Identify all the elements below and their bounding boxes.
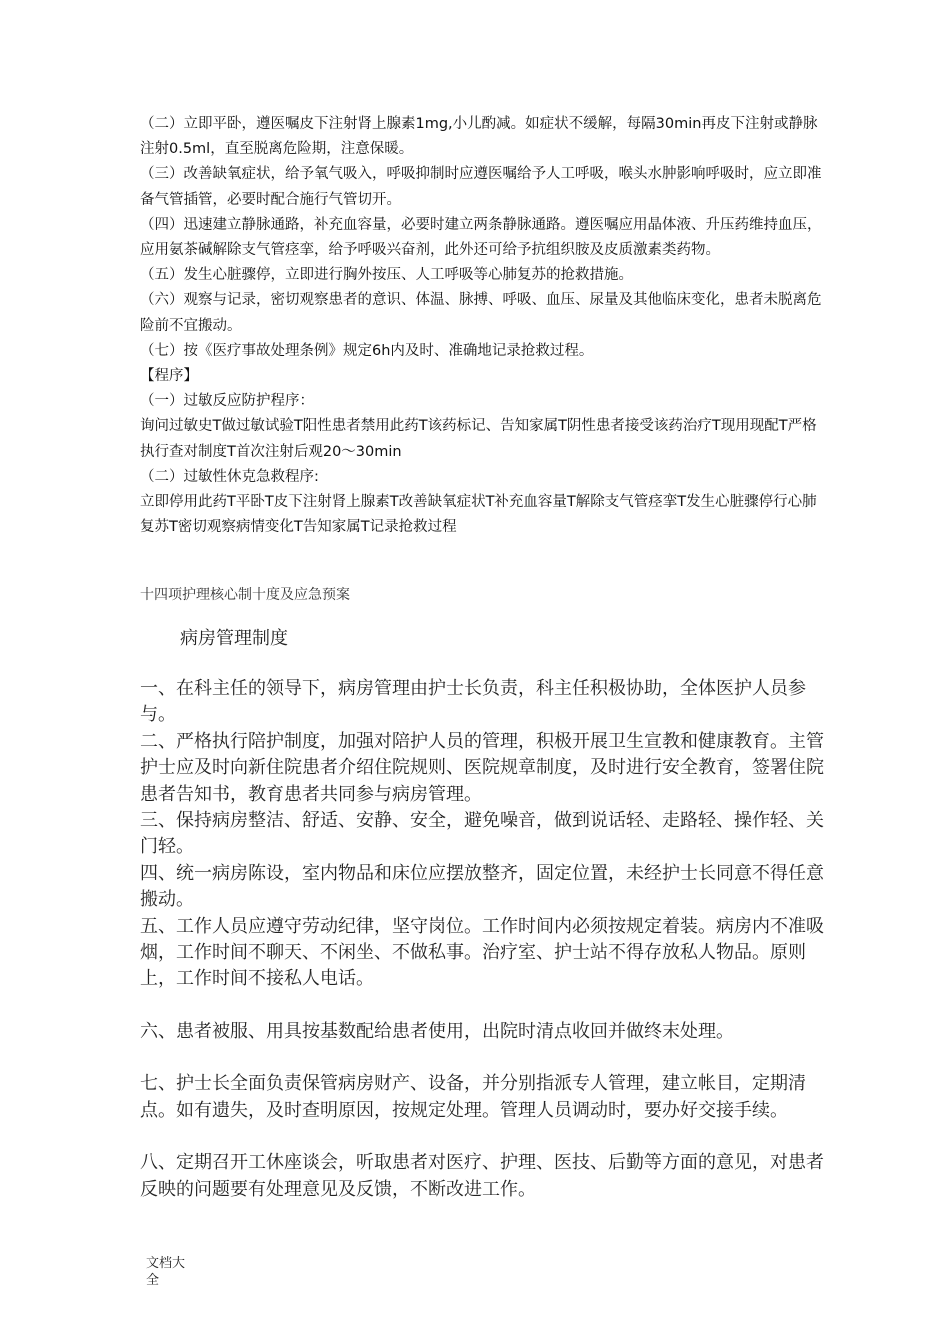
paragraph-step-5: （五）发生心脏骤停，立即进行胸外按压、人工呼吸等心肺复苏的抢救措施。 <box>140 267 633 284</box>
paragraph-step-4: （四）迅速建立静脉通路，补充血容量，必要时建立两条静脉通路。遵医嘱应用晶体液、升压药维持血压，应用氨茶碱解除支气管痉挛，给予呼吸兴奋剂，此外还可给予抗组织胺及皮质激素类药物。 <box>140 216 822 259</box>
rule-1: 一、在科主任的领导下，病房管理由护士长负责，科主任积极协助，全体医护人员参与。 <box>140 678 806 726</box>
footer-label: 文档大全 <box>146 1256 186 1288</box>
procedure-2-heading: （二）过敏性休克急救程序: <box>140 468 319 485</box>
ward-management-rules <box>140 676 830 1203</box>
paragraph-step-3: （三）改善缺氧症状，给予氧气吸入，呼吸抑制时应遵医嘱给予人工呼吸，喉头水肿影响呼吸时，应立即准备气管插管，必要时配合施行气管切开。 <box>140 166 822 208</box>
document-title: 十四项护理核心制十度及应急预案 <box>140 587 350 603</box>
rule-7: 七、护士长全面负责保管病房财产、设备，并分别指派专人管理，建立帐目，定期清点。如有遗失，及时查明原因，按规定处理。管理人员调动时，要办好交接手续。 <box>140 1073 806 1121</box>
procedure-1-heading: （一）过敏反应防护程序： <box>140 393 314 410</box>
rule-8: 八、定期召开工休座谈会，听取患者对医疗、护理、医技、后勤等方面的意见，对患者反映的问题要有处理意见及反馈，不断改进工作。 <box>140 1152 824 1200</box>
paragraph-step-6: （六）观察与记录，密切观察患者的意识、体温、脉搏、呼吸、血压、尿量及其他临床变化，患者未脱离危险前不宜搬动。 <box>140 292 822 334</box>
emergency-measures-section <box>140 112 830 540</box>
procedure-1-flow: 询问过敏史T做过敏试验T阳性患者禁用此药T该药标记、告知家属T阴性患者接受该药治疗T现用现配T严格执行查对制度T首次注射后观20〜30min <box>140 418 817 460</box>
procedure-heading: 【程序】 <box>140 368 198 385</box>
paragraph-step-7: （七）按《医疗事故处理条例》规定6h内及时、准确地记录抢救过程。 <box>140 342 594 359</box>
rule-5: 五、工作人员应遵守劳动纪律，坚守岗位。工作时间内必须按规定着装。病房内不准吸烟，工作时间不聊天、不闲坐、不做私事。治疗室、护士站不得存放私人物品。原则上，工作时间不接私人电话。 <box>140 915 824 990</box>
rule-3: 三、保持病房整洁、舒适、安静、安全，避免噪音，做到说话轻、走路轻、操作轻、关门轻。 <box>140 810 824 858</box>
rule-2: 二、严格执行陪护制度，加强对陪护人员的管理，积极开展卫生宣教和健康教育。主管护士应及时向新住院患者介绍住院规则、医院规章制度，及时进行安全教育，签署住院患者告知书，教育患者共同参与病房管理。 <box>140 730 824 805</box>
paragraph-step-2: （二）立即平卧，遵医嘱皮下注射肾上腺素1mg,小儿酌减。如症状不缓解，每隔30min再皮下注射或静脉注射0.5ml，直至脱离危险期，注意保暖。 <box>140 116 818 158</box>
rule-6: 六、患者被服、用具按基数配给患者使用，出院时清点收回并做终末处理。 <box>140 1020 734 1042</box>
procedure-2-flow: 立即停用此药T平卧T皮下注射肾上腺素T改善缺氧症状T补充血容量T解除支气管痉挛T发生心脏骤停行心肺复苏T密切观察病情变化T告知家属T记录抢救过程 <box>140 494 817 536</box>
section-title: 病房管理制度 <box>180 628 288 649</box>
rule-4: 四、统一病房陈设，室内物品和床位应摆放整齐，固定位置，未经护士长同意不得任意搬动。 <box>140 862 824 911</box>
